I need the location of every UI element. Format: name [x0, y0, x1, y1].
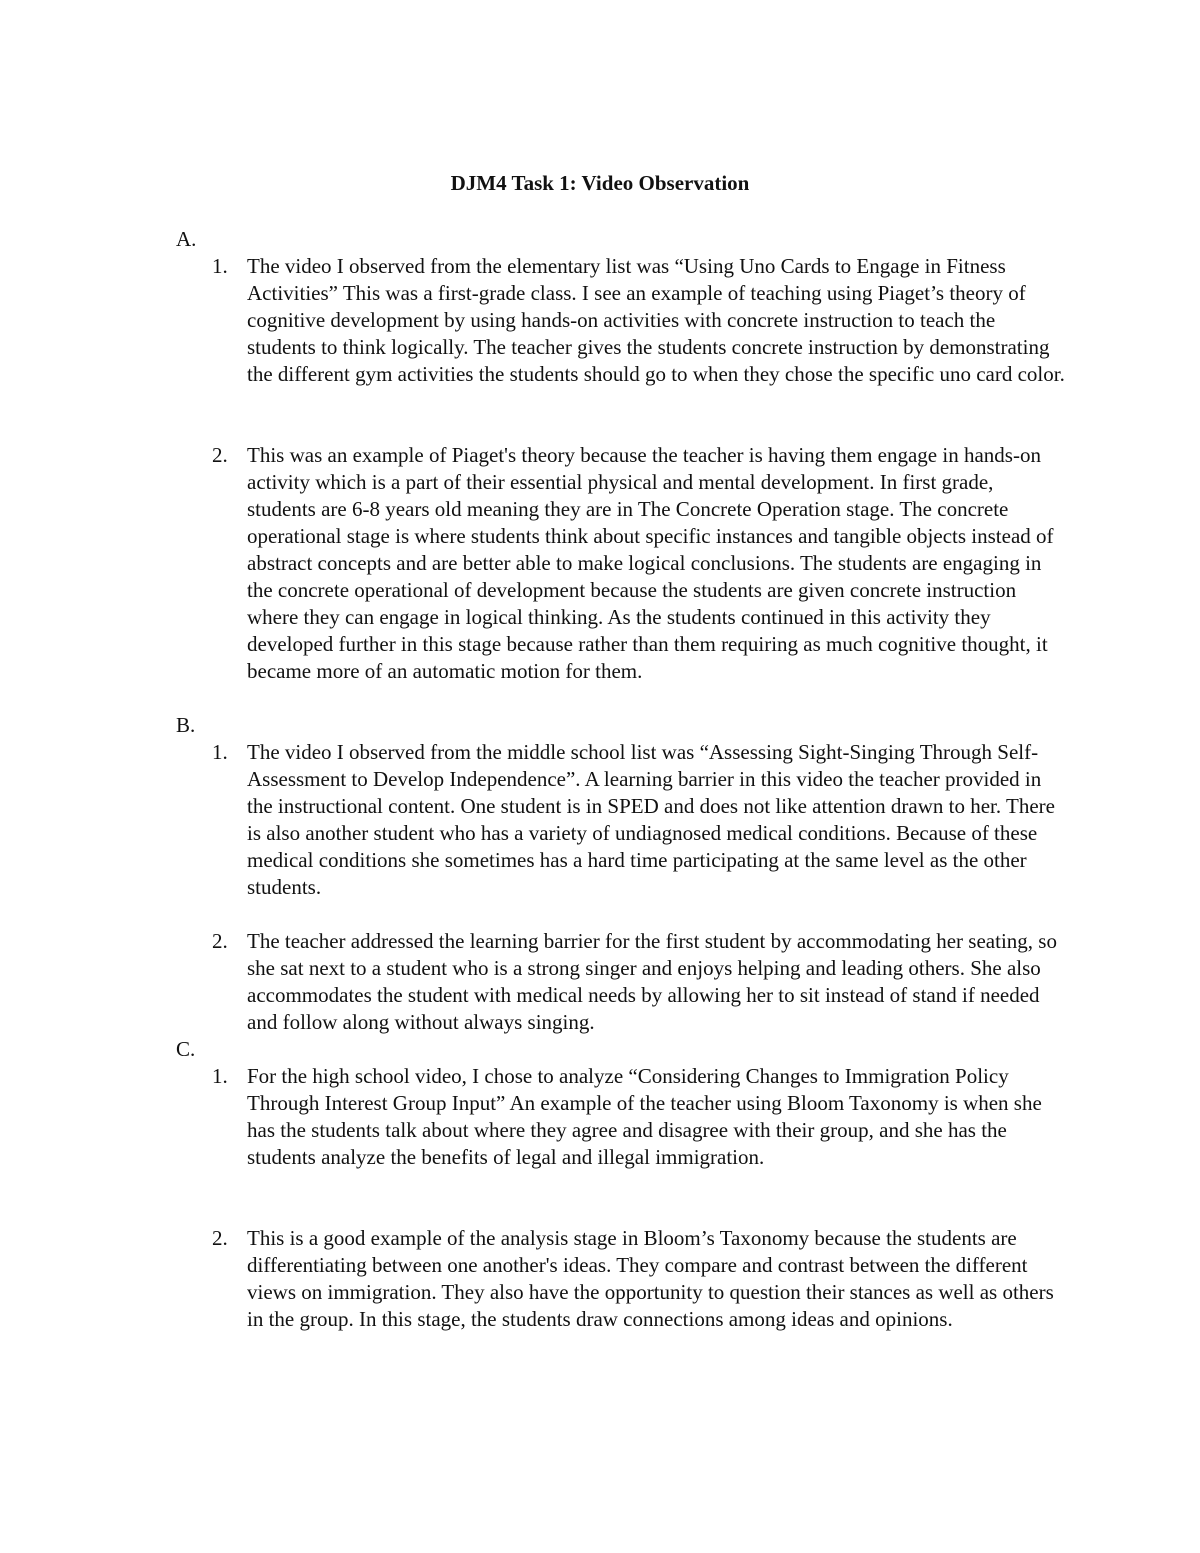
list-item-number: 2. [212, 1226, 228, 1250]
list-item-text: The video I observed from the elementary list was “Using Uno Cards to Engage in Fitness Activities” This was a first-grade class. I see an example of teaching using Piaget’s theory of cognitive development by using hands-on activities with concrete instruction to teach the students to think logically. The teacher gives the students concrete instruction by demonstrating the different gym activities the students should go to when they chose the specific uno card color. [247, 254, 1065, 386]
list-item-number: 1. [212, 740, 228, 764]
list-item-b-2 [176, 928, 1076, 1036]
list-item-text: For the high school video, I chose to analyze “Considering Changes to Immigration Policy Through Interest Group Input” An example of the teacher using Bloom Taxonomy is when she has the students talk about where they agree and disagree with their group, and she has the students analyze the benefits of legal and illegal immigration. [247, 1064, 1042, 1169]
list-item-c-2 [176, 1225, 1076, 1333]
list-item-text: The video I observed from the middle school list was “Assessing Sight-Singing Through Self-Assessment to Develop Independence”. A learning barrier in this video the teacher provided in the instructional content. One student is in SPED and does not like attention drawn to her. There is also another student who has a variety of undiagnosed medical conditions. Because of these medical conditions she sometimes has a hard time participating at the same level as the other students. [247, 740, 1055, 899]
list-item-b-1 [176, 739, 1076, 901]
section-letter-a: A. [176, 227, 197, 251]
list-item-number: 2. [212, 929, 228, 953]
list-item-number: 2. [212, 443, 228, 467]
list-item-number: 1. [212, 1064, 228, 1088]
list-item-a-2 [176, 442, 1076, 685]
list-item-text: The teacher addressed the learning barrier for the first student by accommodating her seating, so she sat next to a student who is a strong singer and enjoys helping and leading others. She also accommodates the student with medical needs by allowing her to sit instead of stand if needed and follow along without always singing. [247, 929, 1057, 1034]
section-letter-c: C. [176, 1037, 196, 1061]
section-letter-b: B. [176, 713, 196, 737]
list-item-a-1 [176, 253, 1076, 388]
list-item-number: 1. [212, 254, 228, 278]
list-item-text: This is a good example of the analysis stage in Bloom’s Taxonomy because the students are differentiating between one another's ideas. They compare and contrast between the different views on immigration. They also have the opportunity to question their stances as well as others in the group. In this stage, the students draw connections among ideas and opinions. [247, 1226, 1054, 1331]
list-item-text: This was an example of Piaget's theory because the teacher is having them engage in hands-on activity which is a part of their essential physical and mental development. In first grade, students are 6-8 years old meaning they are in The Concrete Operation stage. The concrete operational stage is where students think about specific instances and tangible objects instead of abstract concepts and are better able to make logical conclusions. The students are engaging in the concrete operational of development because the students are given concrete instruction where they can engage in logical thinking. As the students continued in this activity they developed further in this stage because rather than them requiring as much cognitive thought, it became more of an automatic motion for them. [247, 443, 1054, 683]
list-item-c-1 [176, 1063, 1076, 1171]
document-title: DJM4 Task 1: Video Observation [450, 171, 750, 195]
